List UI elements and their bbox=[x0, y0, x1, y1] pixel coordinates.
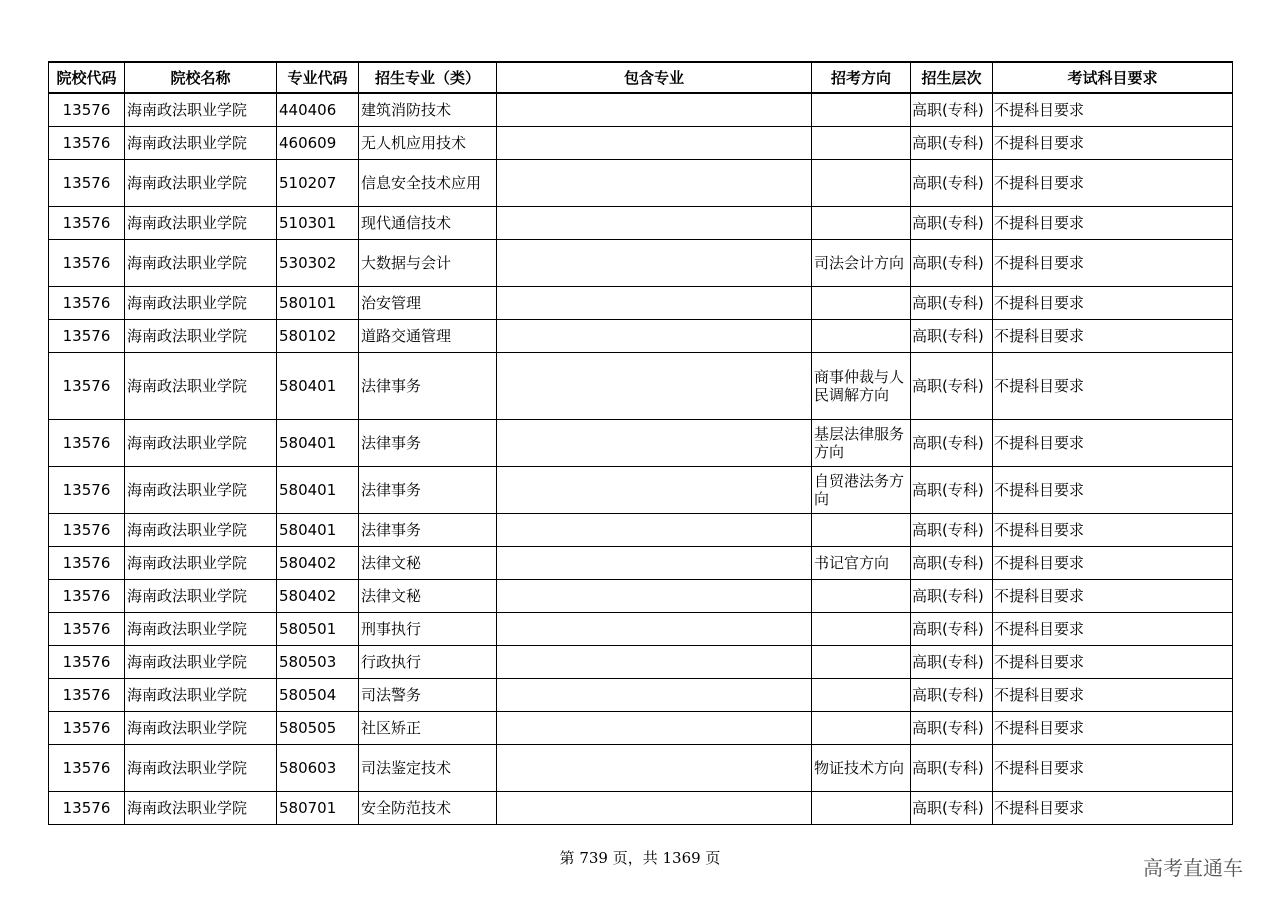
table-row bbox=[49, 93, 1233, 126]
cell-subject-requirement: 不提科目要求 bbox=[993, 466, 1233, 513]
cell-subject-requirement: 不提科目要求 bbox=[993, 678, 1233, 711]
table-row bbox=[49, 126, 1233, 159]
cell-major-code: 440406 bbox=[277, 93, 359, 126]
cell-included-majors bbox=[497, 206, 812, 239]
table-row bbox=[49, 286, 1233, 319]
cell-subject-requirement: 不提科目要求 bbox=[993, 791, 1233, 824]
cell-major-code: 580402 bbox=[277, 579, 359, 612]
cell-level: 高职(专科) bbox=[911, 126, 993, 159]
table-row bbox=[49, 352, 1233, 419]
cell-school-code: 13576 bbox=[49, 579, 125, 612]
header-direction: 招考方向 bbox=[812, 62, 911, 93]
cell-subject-requirement: 不提科目要求 bbox=[993, 612, 1233, 645]
cell-major-code: 530302 bbox=[277, 239, 359, 286]
table-row bbox=[49, 711, 1233, 744]
cell-school-code: 13576 bbox=[49, 546, 125, 579]
cell-included-majors bbox=[497, 159, 812, 206]
cell-major: 无人机应用技术 bbox=[359, 126, 497, 159]
cell-school-name: 海南政法职业学院 bbox=[125, 286, 277, 319]
cell-major: 行政执行 bbox=[359, 645, 497, 678]
table-row bbox=[49, 645, 1233, 678]
cell-major: 法律文秘 bbox=[359, 579, 497, 612]
table-row bbox=[49, 612, 1233, 645]
cell-direction bbox=[812, 711, 911, 744]
cell-school-code: 13576 bbox=[49, 159, 125, 206]
cell-major-code: 580603 bbox=[277, 744, 359, 791]
cell-included-majors bbox=[497, 126, 812, 159]
cell-subject-requirement: 不提科目要求 bbox=[993, 93, 1233, 126]
enrollment-table bbox=[48, 61, 1233, 825]
cell-direction bbox=[812, 612, 911, 645]
cell-included-majors bbox=[497, 93, 812, 126]
cell-school-code: 13576 bbox=[49, 319, 125, 352]
cell-school-code: 13576 bbox=[49, 286, 125, 319]
cell-school-name: 海南政法职业学院 bbox=[125, 206, 277, 239]
table-row bbox=[49, 319, 1233, 352]
cell-school-code: 13576 bbox=[49, 678, 125, 711]
cell-major: 法律事务 bbox=[359, 419, 497, 466]
cell-direction bbox=[812, 206, 911, 239]
cell-school-name: 海南政法职业学院 bbox=[125, 352, 277, 419]
cell-school-name: 海南政法职业学院 bbox=[125, 645, 277, 678]
cell-school-code: 13576 bbox=[49, 513, 125, 546]
cell-level: 高职(专科) bbox=[911, 546, 993, 579]
cell-major-code: 580101 bbox=[277, 286, 359, 319]
table-row bbox=[49, 466, 1233, 513]
cell-school-name: 海南政法职业学院 bbox=[125, 126, 277, 159]
cell-level: 高职(专科) bbox=[911, 791, 993, 824]
table-row bbox=[49, 419, 1233, 466]
cell-school-code: 13576 bbox=[49, 93, 125, 126]
header-row bbox=[49, 62, 1233, 93]
cell-major-code: 510301 bbox=[277, 206, 359, 239]
cell-direction: 基层法律服务方向 bbox=[812, 419, 911, 466]
table-row bbox=[49, 579, 1233, 612]
table-row bbox=[49, 513, 1233, 546]
cell-included-majors bbox=[497, 612, 812, 645]
cell-school-name: 海南政法职业学院 bbox=[125, 546, 277, 579]
cell-school-name: 海南政法职业学院 bbox=[125, 678, 277, 711]
cell-level: 高职(专科) bbox=[911, 711, 993, 744]
cell-included-majors bbox=[497, 645, 812, 678]
cell-level: 高职(专科) bbox=[911, 645, 993, 678]
cell-school-name: 海南政法职业学院 bbox=[125, 419, 277, 466]
cell-included-majors bbox=[497, 546, 812, 579]
cell-subject-requirement: 不提科目要求 bbox=[993, 206, 1233, 239]
cell-level: 高职(专科) bbox=[911, 466, 993, 513]
cell-included-majors bbox=[497, 319, 812, 352]
cell-major: 信息安全技术应用 bbox=[359, 159, 497, 206]
header-included-majors: 包含专业 bbox=[497, 62, 812, 93]
cell-level: 高职(专科) bbox=[911, 159, 993, 206]
cell-major: 现代通信技术 bbox=[359, 206, 497, 239]
cell-direction: 商事仲裁与人民调解方向 bbox=[812, 352, 911, 419]
cell-direction bbox=[812, 678, 911, 711]
page-footer: 第 739 页，共 1369 页 bbox=[559, 849, 721, 867]
cell-subject-requirement: 不提科目要求 bbox=[993, 645, 1233, 678]
cell-major-code: 580102 bbox=[277, 319, 359, 352]
cell-included-majors bbox=[497, 466, 812, 513]
header-major-code: 专业代码 bbox=[277, 62, 359, 93]
table-row bbox=[49, 546, 1233, 579]
cell-direction bbox=[812, 93, 911, 126]
cell-level: 高职(专科) bbox=[911, 352, 993, 419]
cell-major-code: 580401 bbox=[277, 466, 359, 513]
cell-major: 刑事执行 bbox=[359, 612, 497, 645]
cell-major: 社区矫正 bbox=[359, 711, 497, 744]
cell-school-name: 海南政法职业学院 bbox=[125, 319, 277, 352]
cell-subject-requirement: 不提科目要求 bbox=[993, 126, 1233, 159]
cell-school-code: 13576 bbox=[49, 612, 125, 645]
header-subject-requirement: 考试科目要求 bbox=[993, 62, 1233, 93]
cell-school-name: 海南政法职业学院 bbox=[125, 744, 277, 791]
table-row bbox=[49, 744, 1233, 791]
cell-subject-requirement: 不提科目要求 bbox=[993, 711, 1233, 744]
cell-level: 高职(专科) bbox=[911, 239, 993, 286]
cell-school-name: 海南政法职业学院 bbox=[125, 711, 277, 744]
cell-direction bbox=[812, 159, 911, 206]
cell-school-code: 13576 bbox=[49, 711, 125, 744]
cell-school-name: 海南政法职业学院 bbox=[125, 513, 277, 546]
table-row bbox=[49, 239, 1233, 286]
cell-major: 法律文秘 bbox=[359, 546, 497, 579]
cell-major-code: 510207 bbox=[277, 159, 359, 206]
cell-school-code: 13576 bbox=[49, 126, 125, 159]
cell-major-code: 580402 bbox=[277, 546, 359, 579]
cell-included-majors bbox=[497, 513, 812, 546]
cell-major: 司法鉴定技术 bbox=[359, 744, 497, 791]
cell-major: 法律事务 bbox=[359, 513, 497, 546]
cell-major: 法律事务 bbox=[359, 466, 497, 513]
cell-subject-requirement: 不提科目要求 bbox=[993, 319, 1233, 352]
cell-major-code: 580504 bbox=[277, 678, 359, 711]
table-row bbox=[49, 678, 1233, 711]
cell-included-majors bbox=[497, 286, 812, 319]
cell-school-code: 13576 bbox=[49, 466, 125, 513]
cell-major: 法律事务 bbox=[359, 352, 497, 419]
table-row bbox=[49, 159, 1233, 206]
cell-major: 安全防范技术 bbox=[359, 791, 497, 824]
cell-subject-requirement: 不提科目要求 bbox=[993, 239, 1233, 286]
cell-major-code: 580503 bbox=[277, 645, 359, 678]
cell-subject-requirement: 不提科目要求 bbox=[993, 744, 1233, 791]
cell-major-code: 580505 bbox=[277, 711, 359, 744]
cell-major-code: 580401 bbox=[277, 513, 359, 546]
cell-major-code: 460609 bbox=[277, 126, 359, 159]
cell-subject-requirement: 不提科目要求 bbox=[993, 419, 1233, 466]
cell-included-majors bbox=[497, 419, 812, 466]
cell-major: 司法警务 bbox=[359, 678, 497, 711]
cell-subject-requirement: 不提科目要求 bbox=[993, 546, 1233, 579]
cell-direction: 自贸港法务方向 bbox=[812, 466, 911, 513]
cell-subject-requirement: 不提科目要求 bbox=[993, 159, 1233, 206]
cell-subject-requirement: 不提科目要求 bbox=[993, 579, 1233, 612]
cell-school-name: 海南政法职业学院 bbox=[125, 159, 277, 206]
cell-included-majors bbox=[497, 239, 812, 286]
cell-direction bbox=[812, 791, 911, 824]
watermark: 高考直通车 bbox=[1143, 856, 1243, 880]
cell-direction bbox=[812, 513, 911, 546]
cell-school-code: 13576 bbox=[49, 239, 125, 286]
cell-school-code: 13576 bbox=[49, 352, 125, 419]
table-header bbox=[49, 62, 1233, 93]
cell-included-majors bbox=[497, 579, 812, 612]
cell-direction bbox=[812, 579, 911, 612]
cell-major-code: 580401 bbox=[277, 419, 359, 466]
cell-included-majors bbox=[497, 791, 812, 824]
cell-school-name: 海南政法职业学院 bbox=[125, 579, 277, 612]
cell-level: 高职(专科) bbox=[911, 513, 993, 546]
cell-direction bbox=[812, 319, 911, 352]
cell-school-code: 13576 bbox=[49, 645, 125, 678]
cell-included-majors bbox=[497, 352, 812, 419]
cell-subject-requirement: 不提科目要求 bbox=[993, 286, 1233, 319]
cell-included-majors bbox=[497, 711, 812, 744]
header-level: 招生层次 bbox=[911, 62, 993, 93]
cell-school-code: 13576 bbox=[49, 791, 125, 824]
cell-direction bbox=[812, 126, 911, 159]
cell-school-name: 海南政法职业学院 bbox=[125, 791, 277, 824]
cell-level: 高职(专科) bbox=[911, 744, 993, 791]
cell-school-name: 海南政法职业学院 bbox=[125, 93, 277, 126]
cell-school-code: 13576 bbox=[49, 419, 125, 466]
cell-level: 高职(专科) bbox=[911, 93, 993, 126]
cell-level: 高职(专科) bbox=[911, 678, 993, 711]
cell-level: 高职(专科) bbox=[911, 419, 993, 466]
cell-direction: 司法会计方向 bbox=[812, 239, 911, 286]
table-body bbox=[49, 93, 1233, 824]
cell-level: 高职(专科) bbox=[911, 206, 993, 239]
cell-major: 建筑消防技术 bbox=[359, 93, 497, 126]
cell-school-name: 海南政法职业学院 bbox=[125, 466, 277, 513]
cell-direction: 书记官方向 bbox=[812, 546, 911, 579]
cell-direction bbox=[812, 645, 911, 678]
cell-major-code: 580501 bbox=[277, 612, 359, 645]
cell-direction bbox=[812, 286, 911, 319]
cell-direction: 物证技术方向 bbox=[812, 744, 911, 791]
cell-included-majors bbox=[497, 744, 812, 791]
cell-major: 治安管理 bbox=[359, 286, 497, 319]
cell-subject-requirement: 不提科目要求 bbox=[993, 513, 1233, 546]
cell-school-code: 13576 bbox=[49, 744, 125, 791]
cell-school-name: 海南政法职业学院 bbox=[125, 612, 277, 645]
cell-level: 高职(专科) bbox=[911, 319, 993, 352]
cell-major: 道路交通管理 bbox=[359, 319, 497, 352]
cell-level: 高职(专科) bbox=[911, 612, 993, 645]
header-school-name: 院校名称 bbox=[125, 62, 277, 93]
cell-major-code: 580701 bbox=[277, 791, 359, 824]
cell-major: 大数据与会计 bbox=[359, 239, 497, 286]
cell-school-code: 13576 bbox=[49, 206, 125, 239]
cell-level: 高职(专科) bbox=[911, 579, 993, 612]
cell-subject-requirement: 不提科目要求 bbox=[993, 352, 1233, 419]
cell-major-code: 580401 bbox=[277, 352, 359, 419]
table-row bbox=[49, 206, 1233, 239]
header-school-code: 院校代码 bbox=[49, 62, 125, 93]
header-major: 招生专业（类） bbox=[359, 62, 497, 93]
cell-school-name: 海南政法职业学院 bbox=[125, 239, 277, 286]
cell-level: 高职(专科) bbox=[911, 286, 993, 319]
table-row bbox=[49, 791, 1233, 824]
cell-included-majors bbox=[497, 678, 812, 711]
